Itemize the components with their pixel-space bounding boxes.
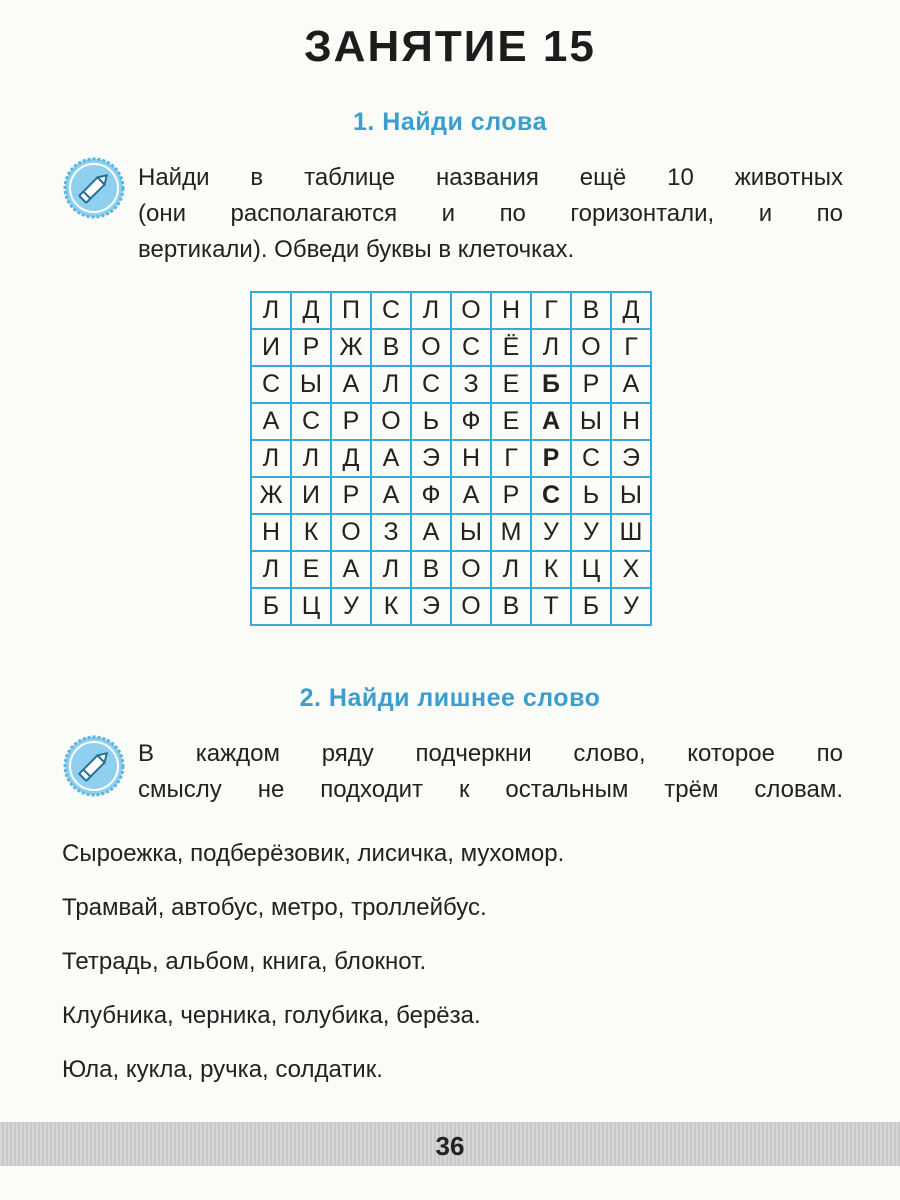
word-row: Трамвай, автобус, метро, троллейбус. [62, 894, 487, 921]
section-2-instruction [138, 736, 843, 808]
grid-cell: К [532, 552, 572, 589]
grid-cell: Т [532, 589, 572, 626]
grid-cell: У [572, 515, 612, 552]
grid-cell: Д [612, 293, 652, 330]
grid-cell: Б [532, 367, 572, 404]
grid-cell: Л [252, 552, 292, 589]
grid-cell: Е [292, 552, 332, 589]
grid-cell: В [412, 552, 452, 589]
word-row: Юла, кукла, ручка, солдатик. [62, 1056, 383, 1083]
grid-cell: А [532, 404, 572, 441]
grid-cell: И [252, 330, 292, 367]
grid-cell: Б [572, 589, 612, 626]
grid-cell: А [252, 404, 292, 441]
grid-cell: Г [492, 441, 532, 478]
grid-cell: Г [532, 293, 572, 330]
grid-cell: Н [612, 404, 652, 441]
grid-cell: Ь [572, 478, 612, 515]
grid-cell: Л [532, 330, 572, 367]
grid-cell: Д [292, 293, 332, 330]
grid-cell: Ф [452, 404, 492, 441]
grid-cell: О [452, 552, 492, 589]
grid-cell: Л [252, 441, 292, 478]
grid-cell: Р [532, 441, 572, 478]
grid-cell: Р [332, 478, 372, 515]
grid-cell: Ь [412, 404, 452, 441]
grid-cell: Е [492, 404, 532, 441]
grid-cell: К [292, 515, 332, 552]
grid-cell: Х [612, 552, 652, 589]
grid-cell: Л [252, 293, 292, 330]
grid-cell: О [452, 589, 492, 626]
grid-cell: У [612, 589, 652, 626]
grid-cell: С [532, 478, 572, 515]
grid-cell: Ф [412, 478, 452, 515]
grid-cell: А [372, 441, 412, 478]
grid-cell: Э [412, 441, 452, 478]
grid-cell: Р [492, 478, 532, 515]
grid-cell: П [332, 293, 372, 330]
grid-cell: Н [252, 515, 292, 552]
instruction-line: вертикали). Обведи буквы в клеточках. [138, 236, 575, 263]
section-2-heading: 2. Найди лишнее слово [299, 684, 601, 712]
pencil-icon [62, 734, 126, 798]
grid-cell: З [372, 515, 412, 552]
grid-cell: Б [252, 589, 292, 626]
grid-cell: С [452, 330, 492, 367]
grid-cell: В [572, 293, 612, 330]
grid-cell: У [532, 515, 572, 552]
grid-cell: Л [292, 441, 332, 478]
grid-cell: Э [412, 589, 452, 626]
instruction-line: смыслу не подходит к остальным трём словам. [138, 776, 843, 803]
grid-cell: А [372, 478, 412, 515]
grid-cell: Ы [572, 404, 612, 441]
grid-cell: Н [452, 441, 492, 478]
grid-cell: Ы [612, 478, 652, 515]
grid-cell: Л [372, 367, 412, 404]
grid-cell: С [252, 367, 292, 404]
grid-cell: Р [292, 330, 332, 367]
grid-cell: Ж [252, 478, 292, 515]
grid-cell: А [452, 478, 492, 515]
page-title: ЗАНЯТИЕ 15 [304, 22, 596, 71]
instruction-line: (они располагаются и по горизонтали, и по [138, 200, 843, 227]
grid-cell: Р [332, 404, 372, 441]
grid-cell: Ы [292, 367, 332, 404]
grid-cell: Г [612, 330, 652, 367]
grid-cell: Ы [452, 515, 492, 552]
word-row: Сыроежка, подберёзовик, лисичка, мухомор. [62, 840, 565, 867]
grid-cell: Э [612, 441, 652, 478]
grid-cell: С [292, 404, 332, 441]
grid-cell: У [332, 589, 372, 626]
grid-cell: Е [492, 367, 532, 404]
grid-cell: К [372, 589, 412, 626]
grid-cell: Д [332, 441, 372, 478]
grid-cell: Ш [612, 515, 652, 552]
grid-cell: М [492, 515, 532, 552]
grid-cell: О [452, 293, 492, 330]
grid-cell: С [572, 441, 612, 478]
grid-cell: Ж [332, 330, 372, 367]
grid-cell: Л [492, 552, 532, 589]
word-row: Тетрадь, альбом, книга, блокнот. [62, 948, 427, 975]
grid-cell: Р [572, 367, 612, 404]
grid-cell: Ц [572, 552, 612, 589]
grid-cell: Л [372, 552, 412, 589]
section-1-heading: 1. Найди слова [353, 108, 547, 136]
word-search-grid [250, 291, 652, 626]
grid-cell: И [292, 478, 332, 515]
grid-cell: В [372, 330, 412, 367]
grid-cell: Н [492, 293, 532, 330]
grid-cell: О [572, 330, 612, 367]
section-1-instruction [138, 160, 843, 268]
grid-cell: О [412, 330, 452, 367]
grid-cell: Ц [292, 589, 332, 626]
grid-cell: С [412, 367, 452, 404]
instruction-line: В каждом ряду подчеркни слово, которое по [138, 740, 843, 767]
grid-cell: В [492, 589, 532, 626]
grid-cell: А [332, 367, 372, 404]
pencil-icon [62, 156, 126, 220]
grid-cell: З [452, 367, 492, 404]
grid-cell: О [332, 515, 372, 552]
grid-cell: О [372, 404, 412, 441]
grid-cell: Ё [492, 330, 532, 367]
grid-cell: С [372, 293, 412, 330]
grid-cell: Л [412, 293, 452, 330]
instruction-line: Найди в таблице названия ещё 10 животных [138, 164, 843, 191]
grid-cell: А [612, 367, 652, 404]
grid-cell: А [412, 515, 452, 552]
word-row: Клубника, черника, голубика, берёза. [62, 1002, 481, 1029]
grid-cell: А [332, 552, 372, 589]
page-number: 36 [435, 1131, 465, 1161]
